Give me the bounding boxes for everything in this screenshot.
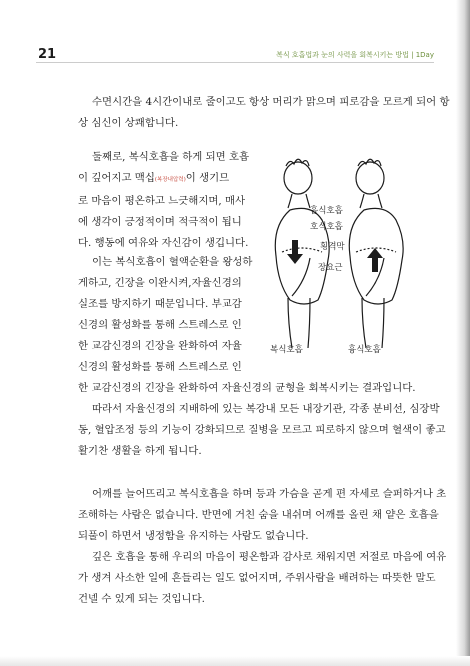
- text-line: 게하고, 긴장을 이완시켜,자율신경의: [78, 277, 242, 289]
- label-exhale: 호식호흡: [310, 222, 343, 232]
- text-line: 로 마음이 평온하고 느긋해지며, 매사: [78, 195, 246, 207]
- right-legs-shape: [362, 298, 384, 348]
- text-line: 둘째로, 복식호흡을 하게 되면 호흡: [92, 151, 250, 163]
- text-line: 신경의 활성화를 통해 스트레스로 인: [78, 361, 242, 373]
- text-line: 되풀이 하면서 냉정함을 유지하는 사람도 없습니다.: [78, 530, 309, 542]
- left-neck-shape: [288, 194, 310, 208]
- caption-left: 복식호흡: [270, 345, 303, 355]
- text-line: 실조를 방지하기 때문입니다. 부교감: [78, 298, 242, 310]
- text-line: 다. 행동에 여유와 자신감이 생깁니다.: [78, 237, 249, 249]
- text-line: 동, 혈압조정 등의 기능이 강화되므로 질병을 모르고 피로하지 않으며 혈색이 좋고: [78, 424, 446, 436]
- paragraph-4: [78, 399, 446, 462]
- up-arrow-icon: [367, 248, 383, 272]
- text-line: 가 생겨 사소한 일에 흔들리는 일도 없어지며, 주위사람을 배려하는 따뜻한 말도: [78, 572, 436, 584]
- down-arrow-icon: [287, 240, 303, 264]
- breathing-illustration: [262, 156, 412, 356]
- text-line: 활기찬 생활을 하게 됩니다.: [78, 445, 202, 457]
- text-line: 이는 복식호흡이 혈액순환을 왕성하: [92, 256, 253, 268]
- left-head-shape: [284, 162, 312, 194]
- header-divider: [36, 62, 434, 63]
- page-number: 21: [38, 47, 57, 62]
- text-line: 한 교감신경의 긴장을 완화하여 자율: [78, 340, 242, 352]
- paragraph-2: [78, 147, 249, 254]
- caption-right: 흉식호흡: [348, 345, 381, 355]
- text-line: 수면시간을 4시간이내로 줄이고도 항상 머리가 맑으며 피로감을 모르게 되어 항: [92, 96, 450, 108]
- label-lumbar: 장요근: [318, 263, 343, 273]
- text-line: 따라서 자율신경의 지배하에 있는 복강내 모든 내장기관, 각종 분비선, 심장박: [92, 403, 440, 415]
- paragraph-6: [78, 547, 446, 610]
- paragraph-5: [78, 484, 446, 547]
- page-edge-shadow: [456, 0, 470, 666]
- text-line: 깊은 호흡을 통해 우리의 마음이 평온함과 감사로 채워지면 저절로 마음에 여유: [92, 551, 447, 563]
- paragraph-1: [78, 92, 450, 134]
- text-line: 한 교감신경의 긴장을 완화하여 자율신경의 균형을 회복시키는 결과입니다.: [78, 382, 416, 394]
- right-neck-shape: [360, 194, 382, 208]
- text-line: 에 생각이 긍정적이며 적극적이 됩니: [78, 216, 242, 228]
- label-diaphragm: 횡격막: [320, 242, 345, 252]
- running-header: 복식 호흡법과 눈의 사력을 회복시키는 방법 | 1Day: [276, 51, 434, 59]
- left-diaphragm-line: [282, 248, 322, 252]
- text-segment: 이 깊어지고 맥십: [78, 172, 155, 184]
- annotation-note: (복장내압력): [154, 177, 186, 183]
- text-line: [78, 168, 249, 191]
- text-line: 신경의 활성화를 통해 스트레스로 인: [78, 319, 242, 331]
- text-segment: 이 생기므: [185, 172, 230, 184]
- left-legs-shape: [288, 298, 310, 348]
- text-line: 어깨를 늘어뜨리고 복식호흡을 하며 등과 가슴을 곧게 편 자세로 슬퍼하거나 초: [92, 488, 447, 500]
- page-bottom-shadow: [0, 656, 470, 666]
- text-line: 조해하는 사람은 없습니다. 반면에 거친 숨을 내쉬며 어깨를 올린 채 얕은 호흡을: [78, 509, 439, 521]
- left-spine-line: [292, 258, 310, 296]
- text-line: 상 심신이 상쾌합니다.: [78, 117, 179, 129]
- text-line: 건넬 수 있게 되는 것입니다.: [78, 593, 205, 605]
- label-inhale: 흡식호흡: [310, 206, 343, 216]
- right-head-shape: [356, 162, 384, 194]
- left-figure: [275, 159, 329, 348]
